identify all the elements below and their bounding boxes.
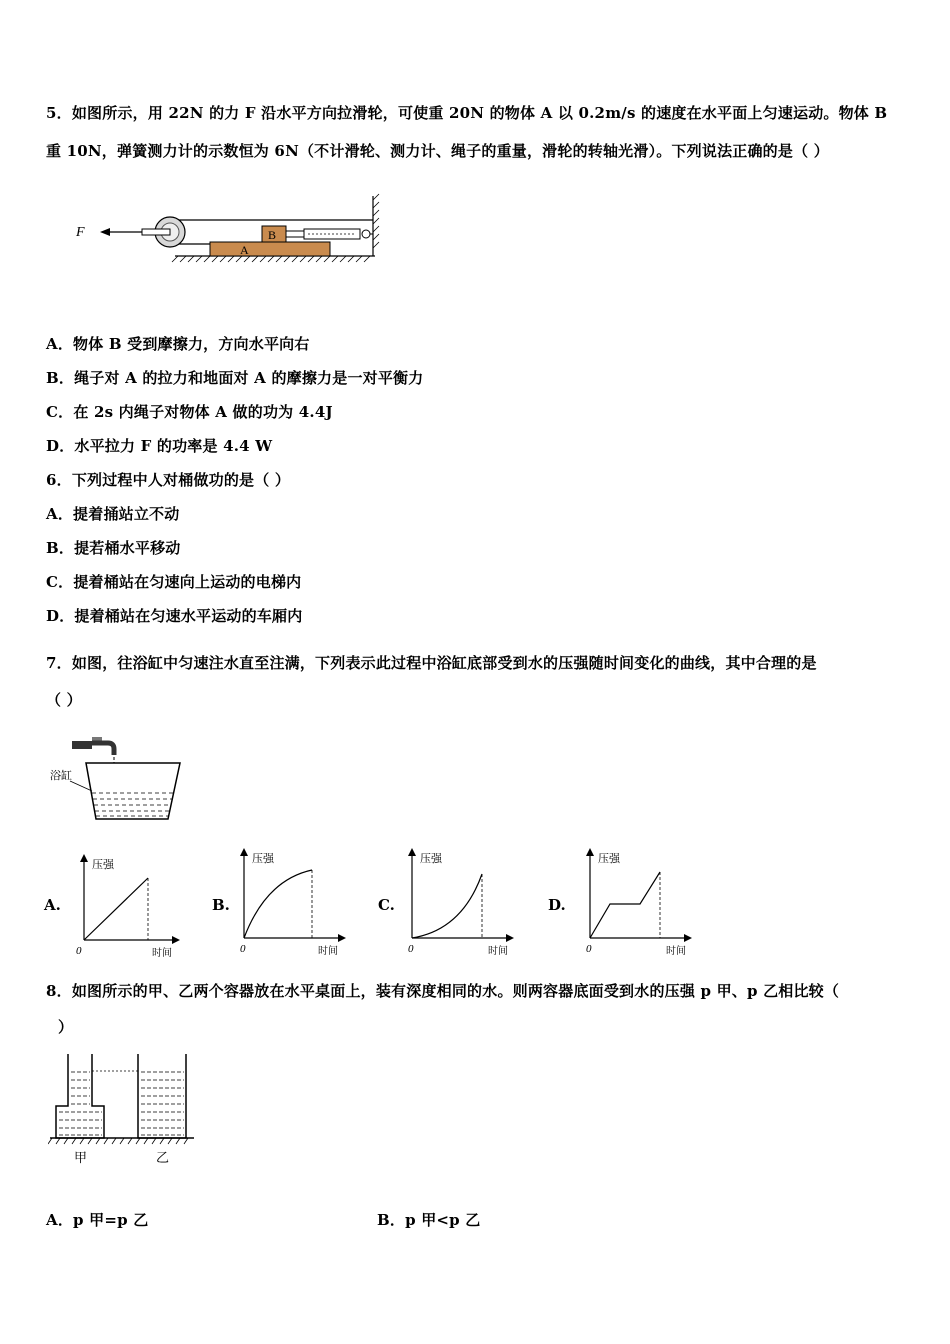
block-b-label: B (268, 228, 277, 242)
q5-pulley-figure (70, 188, 390, 268)
container-yi-label: 乙 (156, 1151, 170, 1166)
bathtub (86, 763, 180, 819)
q5-option-c: C．在 2s 内绳子对物体 A 做的功为 4.4J (46, 403, 333, 421)
q8-option-a: A．p 甲=p 乙 (46, 1211, 149, 1229)
q7-graph-d-option: D. (548, 896, 566, 914)
q5-stem-line-2: 重 10N，弹簧测力计的示数恒为 6N（不计滑轮、测力计、绳子的重量，滑轮的转轴光滑）。下列说法正确的是（ ） (46, 142, 829, 160)
q7-bathtub-figure (48, 735, 188, 827)
q7-stem-line-2: （ ） (46, 691, 82, 709)
graph-d-origin: 0 (586, 943, 592, 955)
q7-graph-c-option: C. (378, 896, 395, 914)
block-a-label: A (240, 243, 249, 257)
q6-option-b: B．提若桶水平移动 (46, 539, 181, 557)
q8-stem-line-1: 8．如图所示的甲、乙两个容器放在水平桌面上，装有深度相同的水。则两容器底面受到水的压强 p 甲、p 乙相比较（ (46, 982, 840, 1000)
graph-a-xlabel: 时间 (152, 948, 172, 959)
container-jia-label: 甲 (74, 1151, 88, 1166)
q8-containers-figure (48, 1050, 198, 1170)
q7-graph-b-option: B. (212, 896, 230, 914)
graph-c-ylabel: 压强 (420, 852, 442, 865)
graph-a-origin: 0 (76, 945, 82, 957)
q7-graph-b (228, 844, 350, 962)
q7-graph-a-option: A. (44, 896, 61, 914)
force-label: F (76, 225, 85, 240)
faucet (92, 743, 114, 755)
q7-graph-a (68, 850, 184, 962)
q6-option-c: C．提着桶站在匀速向上运动的电梯内 (46, 573, 302, 591)
q5-option-b: B．绳子对 A 的拉力和地面对 A 的摩擦力是一对平衡力 (46, 369, 424, 387)
graph-b-xlabel: 时间 (318, 946, 338, 957)
graph-d-curve (590, 872, 660, 938)
graph-c-origin: 0 (408, 943, 414, 955)
q8-option-b: B．p 甲<p 乙 (377, 1211, 481, 1229)
q6-option-a: A．提着捅站立不动 (46, 505, 180, 523)
graph-a-ylabel: 压强 (92, 858, 114, 871)
faucet-handle (72, 741, 92, 749)
q7-graph-c (396, 844, 518, 962)
graph-a-curve (84, 878, 148, 940)
graph-b-origin: 0 (240, 943, 246, 955)
q7-graph-d (574, 844, 696, 962)
block-a (210, 242, 330, 256)
q5-stem-line-1: 5．如图所示，用 22N 的力 F 沿水平方向拉滑轮，可使重 20N 的物体 A 以 0.2m/s 的速度在水平面上匀速运动。物体 B (46, 104, 888, 122)
graph-b-curve (244, 870, 312, 938)
graph-d-xlabel: 时间 (666, 946, 686, 957)
bathtub-label: 浴缸 (50, 769, 72, 782)
graph-d-ylabel: 压强 (598, 852, 620, 865)
q6-stem: 6．下列过程中人对桶做功的是（ ） (46, 471, 291, 489)
q6-option-d: D．提着桶站在匀速水平运动的车厢内 (46, 607, 303, 625)
spring-scale-handle (286, 231, 304, 237)
q7-stem-line-1: 7．如图，往浴缸中匀速注水直至注满，下列表示此过程中浴缸底部受到水的压强随时间变化的曲线，其中合理的是 (46, 654, 817, 672)
q5-option-a: A．物体 B 受到摩擦力，方向水平向右 (46, 335, 310, 353)
q5-option-d: D．水平拉力 F 的功率是 4.4 W (46, 437, 273, 455)
q8-stem-line-2: ） (58, 1018, 74, 1036)
graph-c-curve (412, 874, 482, 938)
graph-c-xlabel: 时间 (488, 946, 508, 957)
graph-b-ylabel: 压强 (252, 852, 274, 865)
